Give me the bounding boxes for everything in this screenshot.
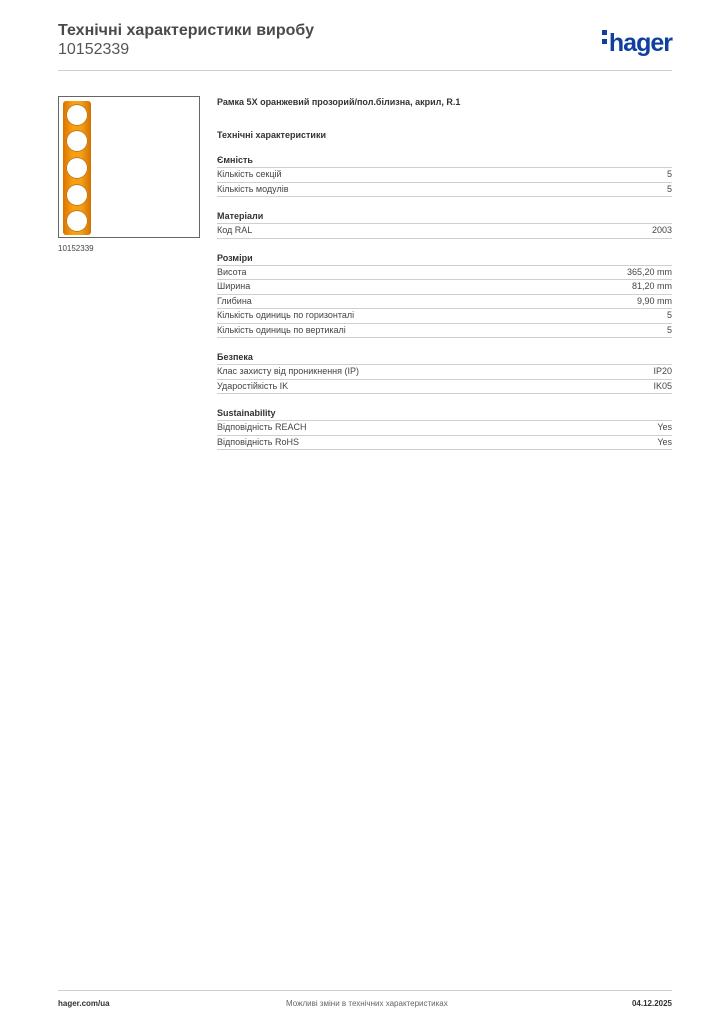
section-title: Ємність: [217, 154, 672, 168]
document-date: 04.12.2025: [631, 999, 672, 1008]
spec-heading: Технічні характеристики: [217, 130, 326, 140]
spec-value: 5: [666, 183, 672, 194]
section-title: Розміри: [217, 252, 672, 266]
spec-content: [217, 96, 672, 450]
spec-row: [217, 224, 672, 239]
spec-row: [217, 309, 672, 324]
spec-row: [217, 168, 672, 183]
spec-row: [217, 266, 672, 281]
spec-label: Ширина: [217, 281, 251, 291]
spec-row: [217, 380, 672, 395]
spec-row: [217, 421, 672, 436]
logo-text: hager: [608, 29, 672, 57]
section-title: Матеріали: [217, 210, 672, 224]
frame-opening-icon: [66, 184, 88, 206]
logo-dots-icon: [602, 28, 607, 48]
spec-section-safety: [217, 351, 672, 394]
spec-label: Код RAL: [217, 225, 253, 235]
frame-opening-icon: [66, 130, 88, 152]
page-title: Технічні характеристики виробу: [58, 22, 314, 39]
frame-5x-icon: [63, 101, 91, 235]
spec-section-materials: [217, 210, 672, 239]
spec-label: Кількість секцій: [217, 169, 282, 179]
spec-label: Ударостійкість IK: [217, 380, 289, 391]
spec-label: Кількість одиниць по горизонталі: [217, 310, 355, 320]
disclaimer-note: Можливі зміни в технічних характеристиках: [286, 999, 448, 1008]
spec-value: 81,20 mm: [631, 281, 672, 291]
product-image: [58, 96, 200, 238]
image-caption: 10152339: [58, 244, 94, 253]
spec-value: 5: [666, 310, 672, 320]
website-link[interactable]: hager.com/ua: [58, 999, 110, 1008]
spec-label: Відповідність REACH: [217, 422, 307, 432]
spec-label: Кількість одиниць по вертикалі: [217, 324, 346, 335]
spec-value: 5: [666, 324, 672, 335]
spec-value: 5: [666, 169, 672, 179]
spec-section-dimensions: [217, 252, 672, 339]
spec-label: Висота: [217, 266, 247, 277]
spec-value: IK05: [653, 380, 672, 391]
spec-value: Yes: [657, 422, 672, 432]
spec-label: Глибина: [217, 295, 252, 306]
spec-row: [217, 324, 672, 339]
spec-value: 9,90 mm: [636, 295, 672, 306]
product-description: Рамка 5Х оранжевий прозорий/пол.білизна, акрил, R.1: [217, 97, 461, 107]
section-title: Безпека: [217, 351, 672, 365]
frame-opening-icon: [66, 210, 88, 232]
page-header: [58, 20, 672, 71]
spec-row: [217, 183, 672, 198]
spec-label: Відповідність RoHS: [217, 436, 299, 447]
product-code: 10152339: [58, 41, 130, 58]
frame-opening-icon: [66, 104, 88, 126]
spec-section-capacity: [217, 154, 672, 197]
section-title: Sustainability: [217, 407, 672, 421]
spec-label: Клас захисту від проникнення (IP): [217, 366, 360, 376]
spec-value: 365,20 mm: [626, 266, 672, 277]
spec-value: IP20: [653, 366, 672, 376]
spec-row: [217, 436, 672, 451]
spec-row: [217, 280, 672, 295]
spec-label: Кількість модулів: [217, 183, 289, 194]
spec-value: 2003: [651, 225, 672, 235]
spec-row: [217, 365, 672, 380]
hager-logo[interactable]: [602, 28, 672, 57]
spec-section-sustainability: [217, 407, 672, 450]
frame-opening-icon: [66, 157, 88, 179]
spec-row: [217, 295, 672, 310]
page-footer: [58, 990, 672, 1013]
spec-value: Yes: [657, 436, 672, 447]
